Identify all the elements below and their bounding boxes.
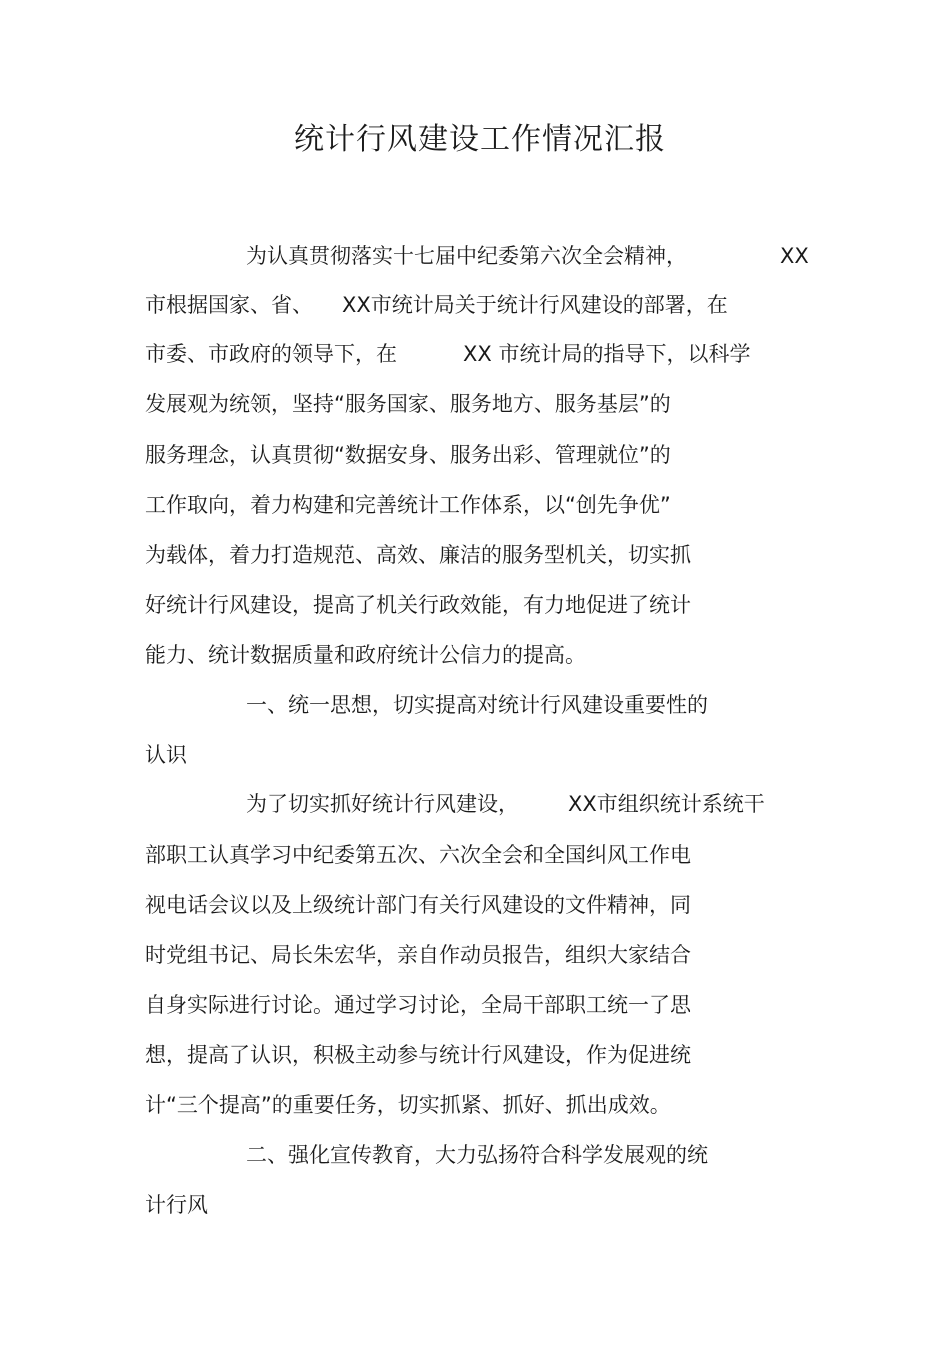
paragraph-line: 发展观为统领，坚持“服务国家、服务地方、服务基层”的 bbox=[145, 392, 671, 416]
paragraph-line: XX 市统计局的指导下，以科学 bbox=[463, 342, 751, 366]
section-heading-line: 一、统一思想，切实提高对统计行风建设重要性的 bbox=[246, 693, 708, 717]
paragraph-line: 为了切实抓好统计行风建设， bbox=[246, 792, 519, 816]
paragraph-line: 服务理念，认真贯彻“数据安身、服务出彩、管理就位”的 bbox=[145, 443, 671, 467]
document-title: 统计行风建设工作情况汇报 bbox=[294, 122, 666, 157]
paragraph-line: 市委、市政府的领导下，在 bbox=[145, 342, 397, 366]
paragraph-line: XX市组织统计系统干 bbox=[568, 792, 765, 816]
paragraph-line: 市根据国家、省、 bbox=[145, 293, 313, 317]
paragraph-line: XX市统计局关于统计行风建设的部署，在 bbox=[342, 293, 728, 317]
paragraph-line: 想，提高了认识，积极主动参与统计行风建设，作为促进统 bbox=[145, 1043, 691, 1067]
paragraph-line: 计“三个提高”的重要任务，切实抓紧、抓好、抓出成效。 bbox=[145, 1093, 671, 1117]
paragraph-line: 自身实际进行讨论。通过学习讨论，全局干部职工统一了思 bbox=[145, 993, 691, 1017]
paragraph-line: XX bbox=[780, 244, 809, 268]
section-heading-line: 计行风 bbox=[145, 1193, 208, 1217]
paragraph-line: 好统计行风建设，提高了机关行政效能，有力地促进了统计 bbox=[145, 593, 691, 617]
paragraph-line: 为认真贯彻落实十七届中纪委第六次全会精神， bbox=[246, 244, 687, 268]
section-heading-line: 认识 bbox=[145, 743, 187, 767]
paragraph-line: 能力、统计数据质量和政府统计公信力的提高。 bbox=[145, 643, 586, 667]
section-heading-line: 二、强化宣传教育，大力弘扬符合科学发展观的统 bbox=[246, 1143, 708, 1167]
paragraph-line: 时党组书记、局长朱宏华，亲自作动员报告，组织大家结合 bbox=[145, 943, 691, 967]
paragraph-line: 工作取向，着力构建和完善统计工作体系，以“创先争优” bbox=[145, 493, 671, 517]
paragraph-line: 为载体，着力打造规范、高效、廉洁的服务型机关，切实抓 bbox=[145, 543, 691, 567]
paragraph-line: 部职工认真学习中纪委第五次、六次全会和全国纠风工作电 bbox=[145, 843, 691, 867]
paragraph-line: 视电话会议以及上级统计部门有关行风建设的文件精神，同 bbox=[145, 893, 691, 917]
